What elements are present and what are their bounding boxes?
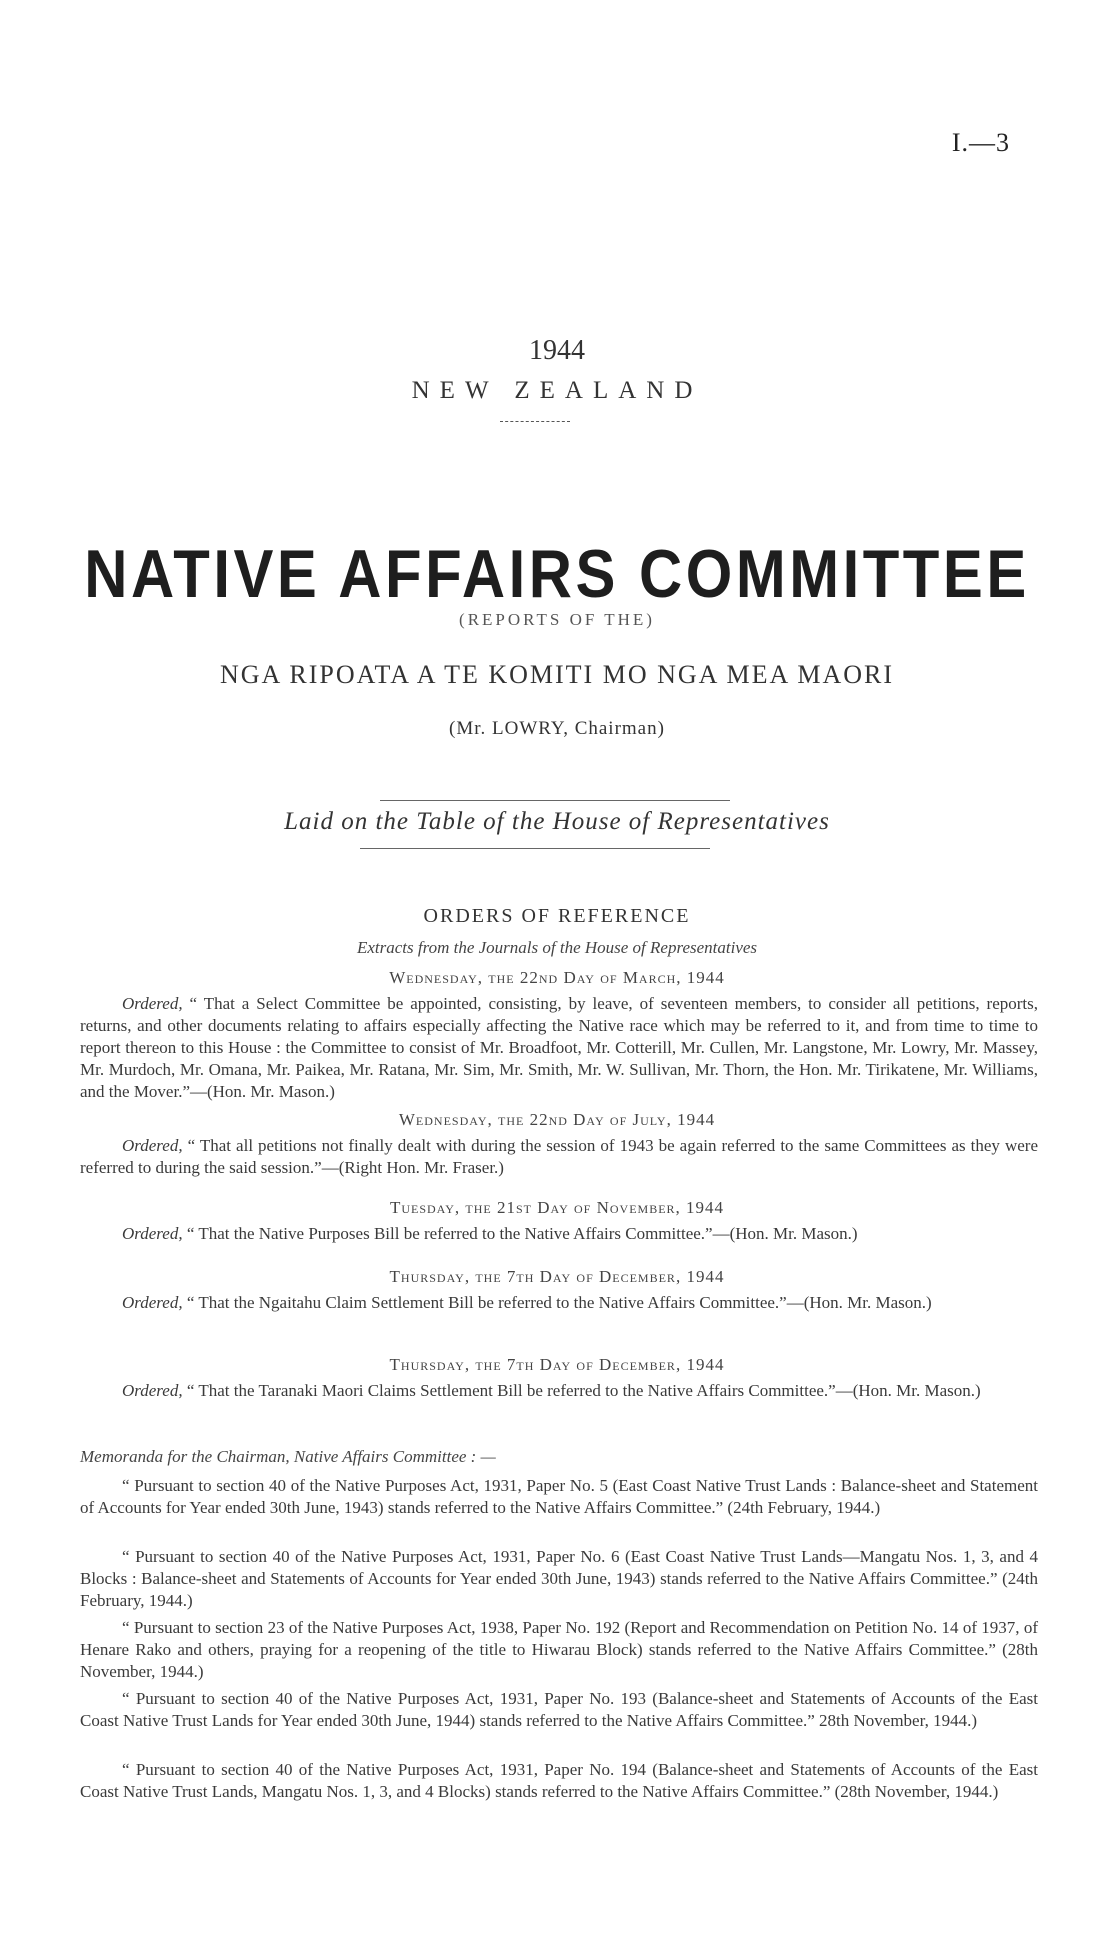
divider xyxy=(360,848,710,849)
maori-title: NGA RIPOATA A TE KOMITI MO NGA MEA MAORI xyxy=(219,660,895,689)
entry-date: Tuesday, the 21st Day of November, 1944 xyxy=(389,1198,725,1217)
order-paragraph xyxy=(80,1223,1038,1245)
year: 1944 xyxy=(529,335,585,366)
ordered-label: Ordered, xyxy=(122,1381,183,1400)
memorandum-item: “ Pursuant to section 40 of the Native Purposes Act, 1931, Paper No. 193 (Balance-sheet and Statements of Accounts of the East Coast Native Trust Lands for Year ended 30th June, 1944) stands referred to the Native Affairs Committee.” 28th November, 1944.) xyxy=(80,1689,1038,1730)
ordered-label: Ordered, xyxy=(122,1224,183,1243)
order-text: “ That a Select Committee be appointed, consisting, by leave, of seventeen members, to consider all petitions, reports, returns, and other documents relating to affairs especially affecting the Native race which may be referred to it, and from time to time to report thereon to this House : the Committee to consist of Mr. Broadfoot, Mr. Cotterill, Mr. Cullen, Mr. Langstone, Mr. Lowry, Mr. Massey, Mr. Murdoch, Mr. Omana, Mr. Paikea, Mr. Ratana, Mr. Sim, Mr. Smith, Mr. W. Sullivan, Mr. Thorn, the Hon. Mr. Tirikatene, Mr. Williams, and the Mover.”—(Hon. Mr. Mason.) xyxy=(80,994,1038,1101)
orders-heading: ORDERS OF REFERENCE xyxy=(423,905,691,927)
divider xyxy=(500,421,570,422)
ordered-label: Ordered, xyxy=(122,1293,183,1312)
document-title: NATIVE AFFAIRS COMMITTEE xyxy=(84,536,1030,612)
order-paragraph xyxy=(80,993,1038,1103)
order-text: “ That the Ngaitahu Claim Settlement Bill be referred to the Native Affairs Committee.”—(Hon. Mr. Mason.) xyxy=(182,1293,932,1312)
order-text: “ That all petitions not finally dealt with during the session of 1943 be again referred to the same Committees as they were referred to during the said session.”—(Right Hon. Mr. Fraser.) xyxy=(80,1136,1038,1177)
chairman-line: (Mr. LOWRY, Chairman) xyxy=(449,718,665,739)
order-paragraph xyxy=(80,1292,1038,1314)
memorandum-item: “ Pursuant to section 40 of the Native Purposes Act, 1931, Paper No. 194 (Balance-sheet and Statements of Accounts of the East Coast Native Trust Lands, Mangatu Nos. 1, 3, and 4 Blocks) stands referred to the Native Affairs Committee.” (28th November, 1944.) xyxy=(80,1760,1038,1801)
order-paragraph xyxy=(80,1380,1038,1402)
ordered-label: Ordered, xyxy=(122,994,183,1013)
entry-date: Thursday, the 7th Day of December, 1944 xyxy=(389,1355,725,1374)
laid-on-table: Laid on the Table of the House of Representatives xyxy=(284,808,830,835)
memoranda-heading: Memoranda for the Chairman, Native Affairs Committee : — xyxy=(80,1447,496,1466)
order-paragraph xyxy=(80,1135,1038,1179)
divider xyxy=(380,800,730,801)
memorandum-item: “ Pursuant to section 40 of the Native Purposes Act, 1931, Paper No. 5 (East Coast Native Trust Lands : Balance-sheet and Statement of Accounts for Year ended 30th June, 1943) stands referred to the Native Affairs Committee.” (24th February, 1944.) xyxy=(80,1476,1038,1517)
ordered-label: Ordered, xyxy=(122,1136,183,1155)
entry-date: Wednesday, the 22nd Day of July, 1944 xyxy=(398,1110,716,1129)
entry-date: Wednesday, the 22nd Day of March, 1944 xyxy=(389,968,725,987)
extracts-line: Extracts from the Journals of the House of Representatives xyxy=(356,938,758,957)
memorandum-item: “ Pursuant to section 40 of the Native Purposes Act, 1931, Paper No. 6 (East Coast Native Trust Lands—Mangatu Nos. 1, 3, and 4 Blocks : Balance-sheet and Statements of Accounts for Year ended 30th June, 1943) stands referred to the Native Affairs Committee.” (24th February, 1944.) xyxy=(80,1547,1038,1610)
memorandum-item: “ Pursuant to section 23 of the Native Purposes Act, 1938, Paper No. 192 (Report and Recommendation on Petition No. 14 of 1937, of Henare Rako and others, praying for a reopening of the title to Hiwarau Block) stands referred to the Native Affairs Committee.” (28th November, 1944.) xyxy=(80,1618,1038,1681)
entry-date: Thursday, the 7th Day of December, 1944 xyxy=(389,1267,725,1286)
page-reference: I.—3 xyxy=(951,128,1010,157)
order-text: “ That the Native Purposes Bill be referred to the Native Affairs Committee.”—(Hon. Mr. Mason.) xyxy=(182,1224,858,1243)
order-text: “ That the Taranaki Maori Claims Settlement Bill be referred to the Native Affairs Committee.”—(Hon. Mr. Mason.) xyxy=(182,1381,981,1400)
country: NEW ZEALAND xyxy=(411,377,703,404)
document-subtitle: (REPORTS OF THE) xyxy=(459,610,655,629)
